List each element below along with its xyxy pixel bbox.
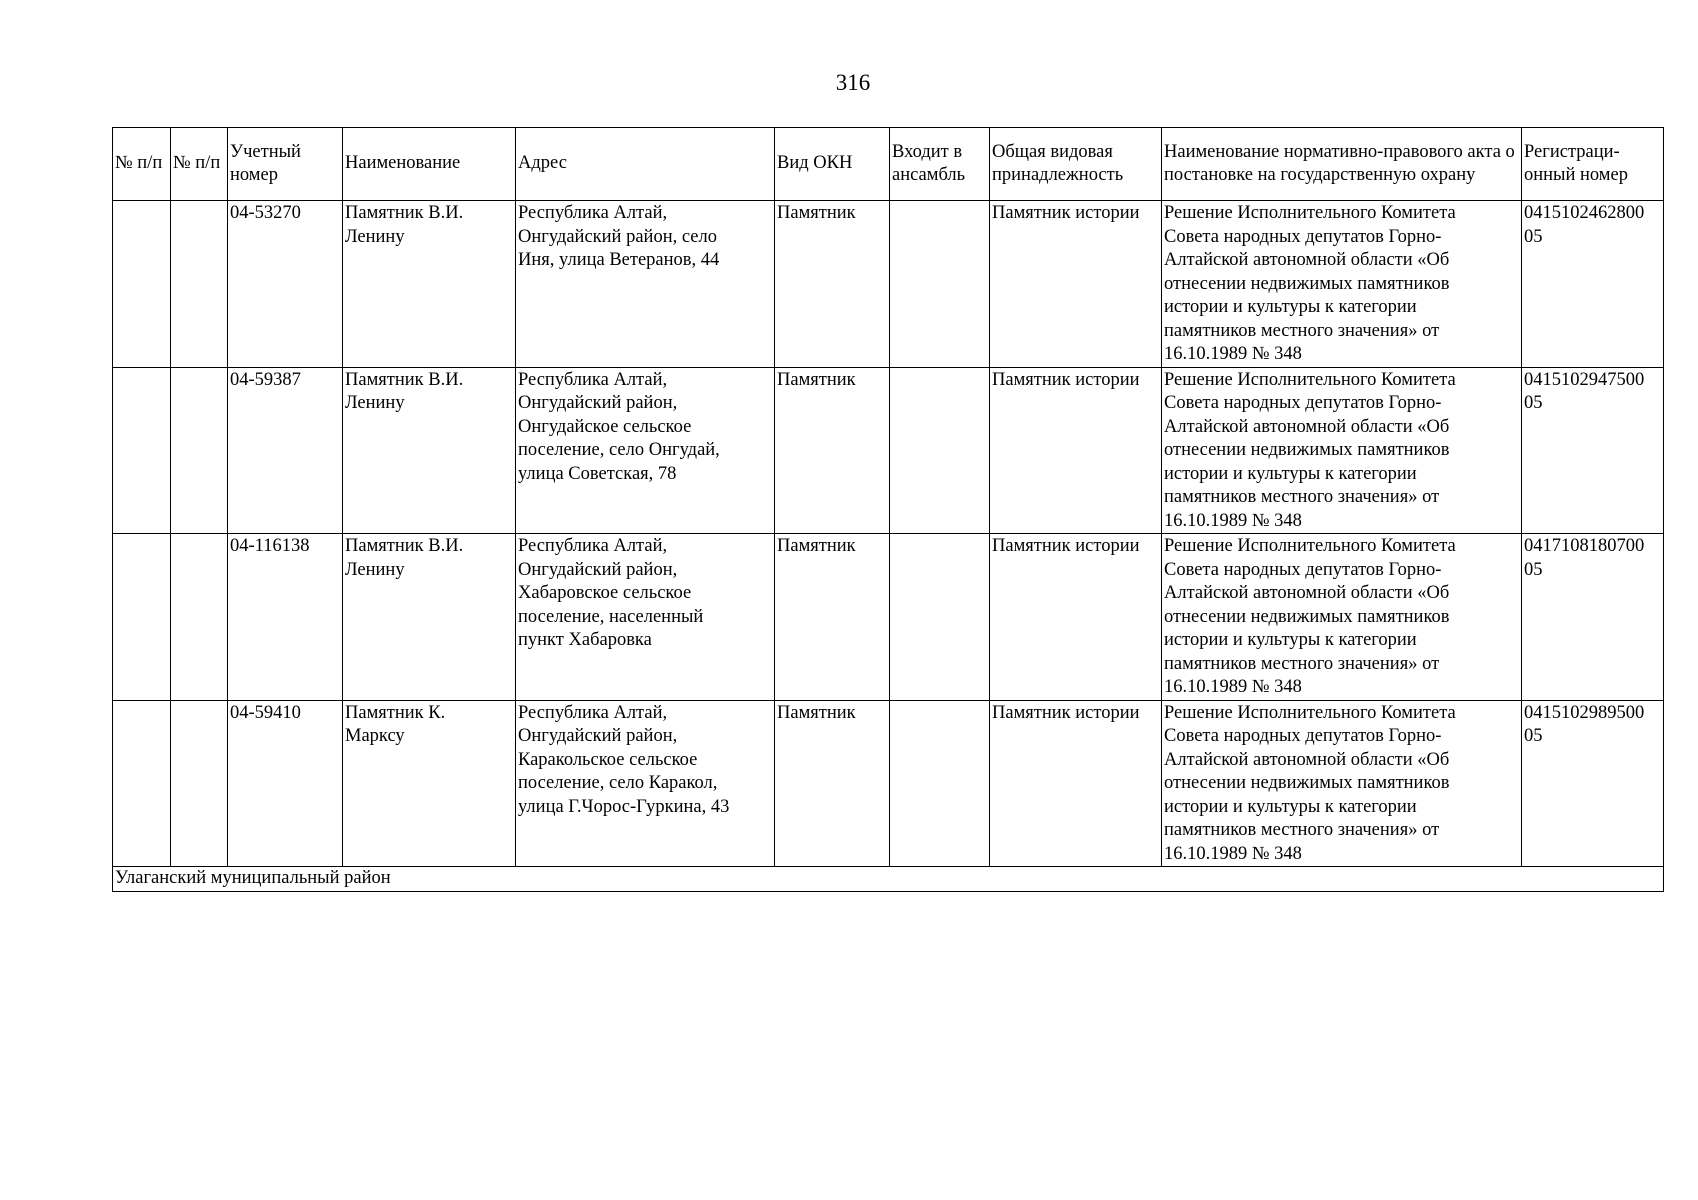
cell-address: Республика Алтай, Онгудайский район, село Иня, улица Ветеранов, 44 [516,201,775,368]
cell-registration-number: 0415102462800 05 [1522,201,1664,368]
cell-num2 [171,534,228,701]
table-header-row [113,128,1664,201]
header-num1: № п/п [113,128,171,201]
section-heading: Улаганский муниципальный район [113,867,1664,892]
cell-kind: Памятник [775,201,890,368]
table-row [113,367,1664,534]
cell-ensemble [890,700,990,867]
cell-num2 [171,700,228,867]
header-legal-act: Наименование нормативно-правового акта о постановке на государственную охрану [1162,128,1522,201]
cell-account-number: 04-53270 [228,201,343,368]
cell-name: Памятник В.И. Ленину [343,201,516,368]
table-row [113,201,1664,368]
page-number: 316 [835,70,871,95]
cell-num1 [113,534,171,701]
cell-num1 [113,201,171,368]
header-account-number: Учетный номер [228,128,343,201]
cell-legal-act: Решение Исполнительного Комитета Совета народных депутатов Горно- Алтайской автономной области «Об отнесении недвижимых памятников истории и культуры к категории памятников местного значения» от 16.10.1989 № 348 [1162,367,1522,534]
cell-legal-act: Решение Исполнительного Комитета Совета народных депутатов Горно- Алтайской автономной области «Об отнесении недвижимых памятников истории и культуры к категории памятников местного значения» от 16.10.1989 № 348 [1162,201,1522,368]
cell-legal-act: Решение Исполнительного Комитета Совета народных депутатов Горно- Алтайской автономной области «Об отнесении недвижимых памятников истории и культуры к категории памятников местного значения» от 16.10.1989 № 348 [1162,700,1522,867]
table-row [113,534,1664,701]
cell-account-number: 04-59387 [228,367,343,534]
cell-kind: Памятник [775,534,890,701]
header-address: Адрес [516,128,775,201]
cell-num1 [113,700,171,867]
cell-address: Республика Алтай, Онгудайский район, Каракольское сельское поселение, село Каракол, улица Г.Чорос-Гуркина, 43 [516,700,775,867]
cell-name: Памятник В.И. Ленину [343,534,516,701]
header-ensemble: Входит в ансамбль [890,128,990,201]
cell-num2 [171,367,228,534]
cell-name: Памятник В.И. Ленину [343,367,516,534]
cell-address: Республика Алтай, Онгудайский район, Онгудайское сельское поселение, село Онгудай, улица Советская, 78 [516,367,775,534]
cell-account-number: 04-59410 [228,700,343,867]
header-category: Общая видовая принадлежность [990,128,1162,201]
cell-name: Памятник К. Марксу [343,700,516,867]
cell-registration-number: 0415102989500 05 [1522,700,1664,867]
heritage-registry-table [112,127,1664,892]
cell-category: Памятник истории [990,700,1162,867]
cell-num2 [171,201,228,368]
header-num2: № п/п [171,128,228,201]
table-row [113,700,1664,867]
cell-ensemble [890,201,990,368]
cell-num1 [113,367,171,534]
cell-account-number: 04-116138 [228,534,343,701]
header-registration-number: Регистраци- онный номер [1522,128,1664,201]
cell-address: Республика Алтай, Онгудайский район, Хабаровское сельское поселение, населенный пункт Хабаровка [516,534,775,701]
section-heading-row [113,867,1664,892]
cell-ensemble [890,534,990,701]
header-name: Наименование [343,128,516,201]
header-kind: Вид ОКН [775,128,890,201]
cell-legal-act: Решение Исполнительного Комитета Совета народных депутатов Горно- Алтайской автономной области «Об отнесении недвижимых памятников истории и культуры к категории памятников местного значения» от 16.10.1989 № 348 [1162,534,1522,701]
cell-registration-number: 0415102947500 05 [1522,367,1664,534]
cell-registration-number: 0417108180700 05 [1522,534,1664,701]
cell-category: Памятник истории [990,534,1162,701]
cell-category: Памятник истории [990,201,1162,368]
cell-category: Памятник истории [990,367,1162,534]
cell-kind: Памятник [775,700,890,867]
cell-kind: Памятник [775,367,890,534]
cell-ensemble [890,367,990,534]
